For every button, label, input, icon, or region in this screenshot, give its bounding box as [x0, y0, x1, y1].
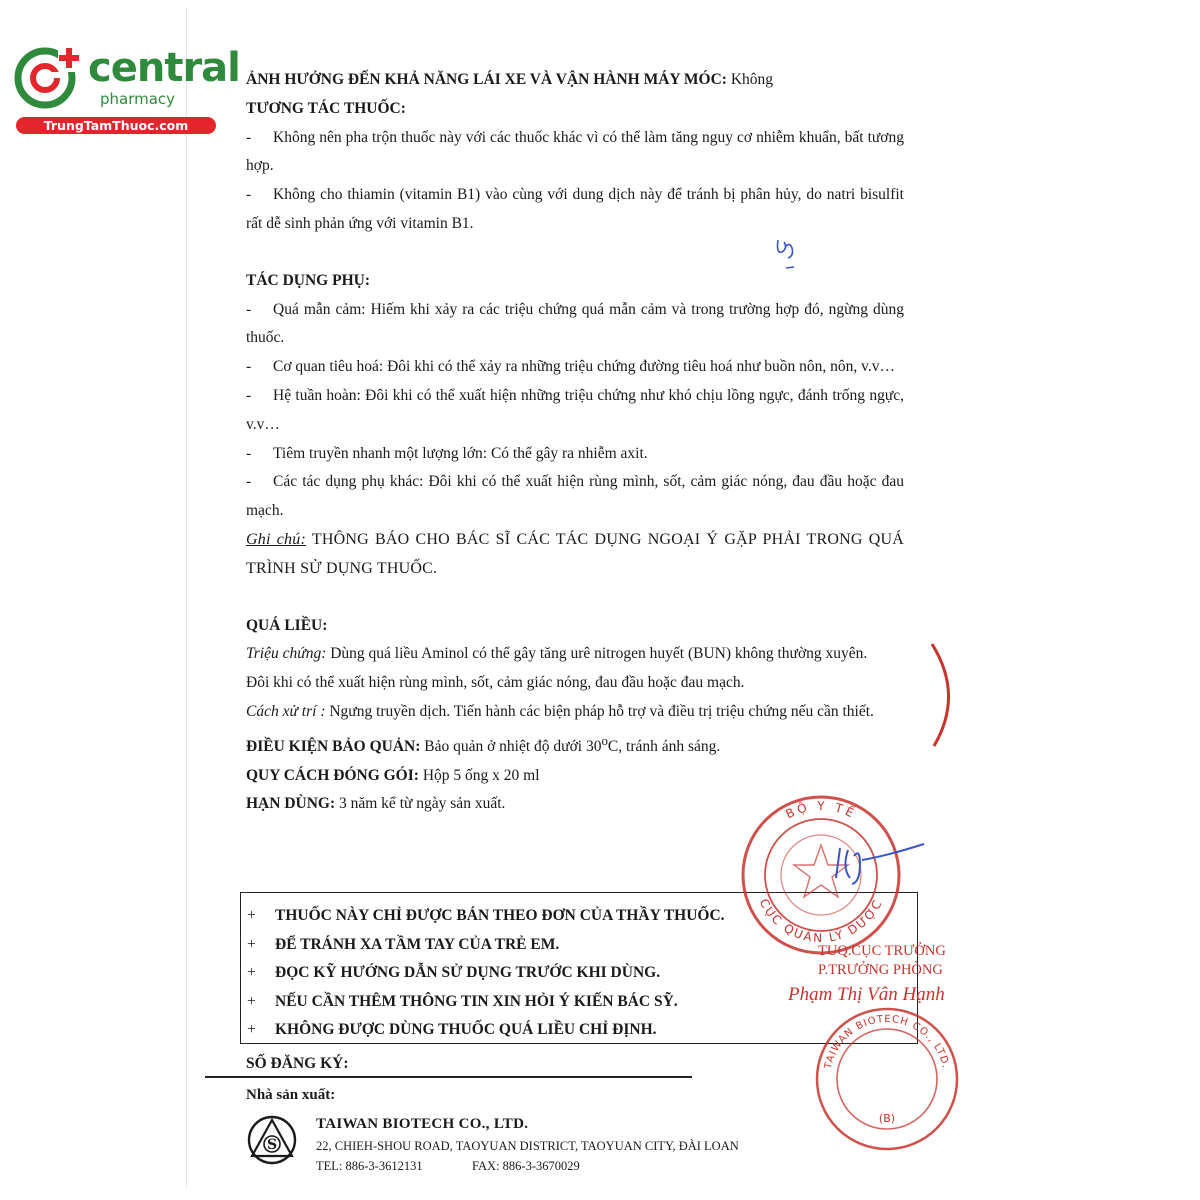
warning-text: KHÔNG ĐƯỢC DÙNG THUỐC QUÁ LIỀU CHỈ ĐỊNH. — [275, 1021, 657, 1039]
signature-scribble — [826, 838, 930, 890]
warning-bullet: + — [247, 992, 256, 1010]
signature-block — [818, 942, 946, 980]
side-effect-item: - Hệ tuần hoàn: Đôi khi có thể xuất hiện những triệu chứng như khó chịu lồng ngực, đánh trống ngực, v.v… — [246, 386, 904, 433]
warning-bullet: + — [247, 964, 256, 982]
stamp-edge-arc — [924, 640, 964, 750]
side-effect-text: Hệ tuần hoàn: Đôi khi có thể xuất hiện những triệu chứng như khó chịu lồng ngực, đánh trống ngực, v.v… — [246, 386, 904, 433]
interaction-text: Không nên pha trộn thuốc này với các thuốc khác vì có thể làm tăng nguy cơ nhiễm khuẩn, bất tương hợp. — [246, 128, 904, 175]
registration-label: SỐ ĐĂNG KÝ: — [246, 1055, 349, 1072]
warning-text: NẾU CẦN THÊM THÔNG TIN XIN HỎI Ý KIẾN BÁC SỸ. — [275, 992, 678, 1010]
side-effect-item: - Các tác dụng phụ khác: Đôi khi có thể xuất hiện rùng mình, sốt, cảm giác nóng, đau đầu hoặc đau mạch. — [246, 473, 904, 520]
treatment-label: Cách xử trí : — [246, 702, 326, 720]
packaging-line — [246, 762, 904, 791]
company-logo-icon — [246, 1114, 298, 1166]
side-effect-item: - Cơ quan tiêu hoá: Đôi khi có thể xảy ra những triệu chứng đường tiêu hoá như buồn nôn, nôn, v.v… — [246, 358, 895, 376]
driving-line — [246, 66, 904, 95]
company-fax: FAX: 886-3-3670029 — [472, 1159, 580, 1173]
stamp-department-text: CỤC QUẢN LÝ DƯỢC — [756, 896, 886, 946]
interaction-item: - Không nên pha trộn thuốc này với các thuốc khác vì có thể làm tăng nguy cơ nhiễm khuẩn, bất tương hợp. — [246, 128, 904, 175]
stamp-ministry-text: BỘ Y TẾ — [783, 798, 859, 822]
shelf-life-label: HẠN DÙNG: — [246, 795, 336, 813]
stamp-company-text: TAIWAN BIOTECH CO., LTD. — [822, 1013, 952, 1070]
logo-brand-name: central — [88, 45, 240, 91]
leaflet-content — [246, 66, 904, 822]
signature-title-2: P.TRƯỞNG PHÒNG — [818, 962, 943, 978]
manufacturer-label: Nhà sản xuất: — [246, 1087, 336, 1103]
storage-degree: o — [601, 732, 608, 748]
storage-label: ĐIỀU KIỆN BẢO QUẢN: — [246, 737, 421, 755]
warning-bullet: + — [247, 1021, 256, 1039]
signature-name: Phạm Thị Vân Hạnh — [788, 984, 945, 1005]
side-effect-text: Cơ quan tiêu hoá: Đôi khi có thể xảy ra những triệu chứng đường tiêu hoá như buồn nôn, nôn, v.v… — [273, 358, 895, 376]
side-effect-item: - Quá mẫn cảm: Hiếm khi xảy ra các triệu chứng quá mẫn cảm và trong trường hợp đó, ngừng dùng thuốc. — [246, 300, 904, 347]
overdose-heading: QUÁ LIỀU: — [246, 616, 328, 634]
storage-text-a: Bảo quản ở nhiệt độ dưới 30 — [420, 737, 602, 755]
company-name: TAIWAN BIOTECH CO., LTD. — [316, 1116, 529, 1132]
note-paragraph — [246, 526, 904, 584]
warning-text: THUỐC NÀY CHỈ ĐƯỢC BÁN THEO ĐƠN CỦA THẦY THUỐC. — [275, 907, 725, 924]
warning-text: ĐỌC KỸ HƯỚNG DẪN SỬ DỤNG TRƯỚC KHI DÙNG. — [275, 964, 661, 982]
treatment-text: Ngưng truyền dịch. Tiến hành các biện pháp hỗ trợ và điều trị triệu chứng nếu cần thiết. — [325, 702, 874, 720]
interaction-text: Không cho thiamin (vitamin B1) vào cùng với dung dịch này để tránh bị phân hủy, do natri bisulfit rất dễ sinh phản ứng với vitamin B1. — [246, 186, 904, 232]
warning-bullet: + — [247, 907, 256, 924]
logo-subtitle: pharmacy — [100, 90, 176, 108]
side-effects-heading: TÁC DỤNG PHỤ: — [246, 271, 370, 289]
side-effect-text: Tiêm truyền nhanh một lượng lớn: Có thể gây ra nhiễm axit. — [273, 444, 648, 462]
storage-line — [246, 727, 904, 762]
symptoms-paragraph — [246, 640, 904, 669]
pharmacy-logo[interactable] — [8, 38, 240, 138]
note-text: THÔNG BÁO CHO BÁC SĨ CÁC TÁC DỤNG NGOẠI Ý GẶP PHẢI TRONG QUÁ TRÌNH SỬ DỤNG THUỐC. — [246, 530, 904, 577]
symptoms-text: Dùng quá liều Aminol có thể gây tăng urê nitrogen huyết (BUN) không thường xuyên. — [326, 645, 868, 663]
driving-heading: ẢNH HƯỞNG ĐẾN KHẢ NĂNG LÁI XE VÀ VẬN HÀNH MÁY MÓC: — [246, 71, 727, 88]
interactions-heading: TƯƠNG TÁC THUỐC: — [246, 99, 406, 117]
company-address: 22, CHIEH-SHOU ROAD, TAOYUAN DISTRICT, TAOYUAN CITY, ĐÀI LOAN — [316, 1139, 739, 1153]
stamp-company-tag: (B) — [878, 1112, 896, 1125]
registration-divider — [205, 1076, 692, 1078]
company-tel: TEL: 886-3-3612131 — [316, 1159, 423, 1173]
warning-text: ĐỂ TRÁNH XA TẦM TAY CỦA TRẺ EM. — [275, 935, 560, 953]
signature-title-1: TUQ.CỤC TRƯỞNG — [818, 943, 946, 959]
company-stamp — [812, 1004, 962, 1154]
shelf-life-text: 3 năm kể từ ngày sản xuất. — [335, 795, 506, 813]
company-contacts — [316, 1156, 739, 1176]
driving-value: Không — [726, 71, 774, 88]
svg-text:S: S — [266, 1137, 278, 1153]
symptoms-paragraph-2: Đôi khi có thể xuất hiện rùng mình, sốt, cảm giác nóng, đau đầu hoặc đau mạch. — [246, 674, 745, 692]
packaging-text: Hộp 5 ống x 20 ml — [418, 766, 540, 784]
side-effect-item: - Tiêm truyền nhanh một lượng lớn: Có thể gây ra nhiễm axit. — [246, 444, 648, 462]
storage-text-b: C, tránh ánh sáng. — [607, 737, 721, 755]
company-block — [316, 1112, 739, 1176]
page-edge — [186, 8, 187, 1188]
treatment-paragraph — [246, 698, 904, 727]
warning-bullet: + — [247, 935, 256, 953]
logo-url-badge[interactable]: TrungTamThuoc.com — [16, 117, 216, 134]
side-effect-text: Các tác dụng phụ khác: Đôi khi có thể xuất hiện rùng mình, sốt, cảm giác nóng, đau đầu hoặc đau mạch. — [246, 473, 904, 520]
interaction-item: - Không cho thiamin (vitamin B1) vào cùng với dung dịch này để tránh bị phân hủy, do natri bisulfit rất dễ sinh phản ứng với vitamin B1. — [246, 186, 904, 232]
pharmacy-logo-icon — [12, 42, 84, 114]
note-label: Ghi chú: — [246, 530, 306, 548]
symptoms-label: Triệu chứng: — [246, 645, 327, 663]
side-effect-text: Quá mẫn cảm: Hiếm khi xảy ra các triệu chứng quá mẫn cảm và trong trường hợp đó, ngừng dùng thuốc. — [246, 300, 904, 347]
packaging-label: QUY CÁCH ĐÓNG GÓI: — [246, 766, 419, 784]
